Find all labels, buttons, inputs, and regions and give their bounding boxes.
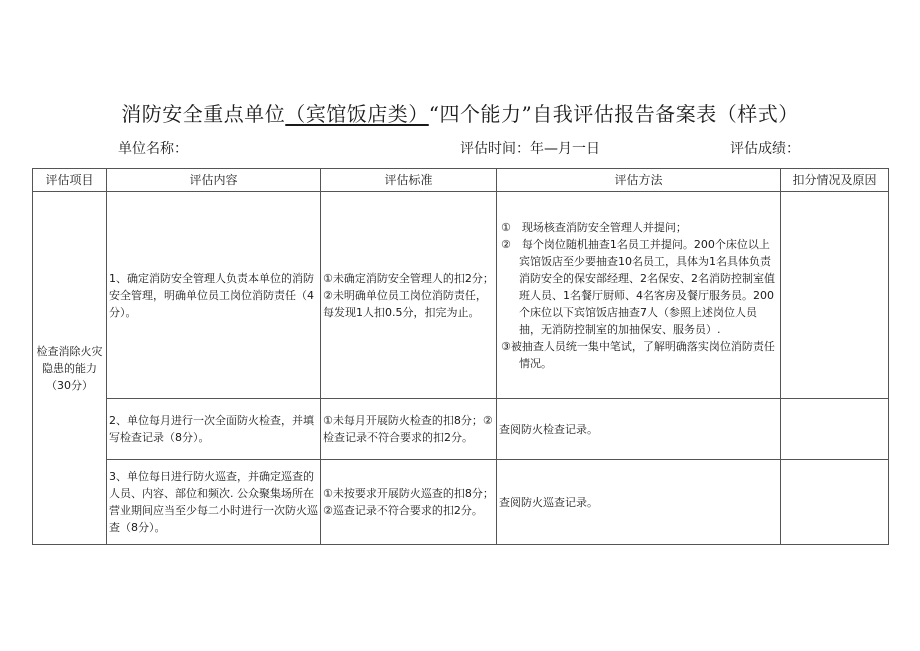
header-row <box>33 169 889 192</box>
assessment-table <box>32 168 889 545</box>
method-item: ③被抽查人员统一集中笔试，了解明确落实岗位消防责任情况。 <box>501 339 775 370</box>
title-category: （宾馆饭店类） <box>285 102 429 126</box>
method-cell <box>497 192 781 399</box>
header-content: 评估内容 <box>107 169 321 192</box>
standard-cell: ①未确定消防安全管理人的扣2分；②未明确单位员工岗位消防责任，每发现1人扣0.5分，扣完为止。 <box>321 192 497 399</box>
table-row <box>33 399 889 460</box>
content-cell: 1、确定消防安全管理人负责本单位的消防安全管理，明确单位员工岗位消防责任（4分）。 <box>107 192 321 399</box>
content-cell: 2、单位每月进行一次全面防火检查，并填写检查记录（8分）。 <box>107 399 321 460</box>
document-title <box>0 98 920 127</box>
eval-score-label: 评估成绩： <box>730 141 800 157</box>
method-item: ① 现场核查消防安全管理人并提问； <box>501 220 687 234</box>
standard-cell: ①未按要求开展防火巡查的扣8分；②巡查记录不符合要求的扣2分。 <box>321 460 497 545</box>
content-cell: 3、单位每日进行防火巡查，并确定巡查的人员、内容、部位和频次. 公众聚集场所在营业期间应当至少每二小时进行一次防火巡查（8分）。 <box>107 460 321 545</box>
method-cell: 查阅防火检查记录。 <box>497 399 781 460</box>
table-row <box>33 460 889 545</box>
deduction-cell[interactable] <box>781 192 889 399</box>
method-cell: 查阅防火巡查记录。 <box>497 460 781 545</box>
header-method: 评估方法 <box>497 169 781 192</box>
standard-cell: ①未每月开展防火检查的扣8分；②检查记录不符合要求的扣2分。 <box>321 399 497 460</box>
table-row <box>33 192 889 399</box>
deduction-cell[interactable] <box>781 399 889 460</box>
eval-time-label: 评估时间：年—月一日 <box>460 141 600 157</box>
header-project: 评估项目 <box>33 169 107 192</box>
method-item: ② 每个岗位随机抽查1名员工并提问。200个床位以上宾馆饭店至少要抽查10名员工，具体为1名具体负责消防安全的保安部经理、2名保安、2名消防控制室值班人员、1名餐厅厨师、4名客房及餐厅服务员。200个床位以下宾馆饭店抽查7人（参照上述岗位人员抽，无消防控制室的加抽保安、服务员）. <box>501 237 775 336</box>
header-standard: 评估标准 <box>321 169 497 192</box>
deduction-cell[interactable] <box>781 460 889 545</box>
title-suffix: “四个能力”自我评估报告备案表（样式） <box>428 102 799 126</box>
title-prefix: 消防安全重点单位 <box>121 102 286 126</box>
project-cell: 检查消除火灾隐患的能力（30分） <box>33 192 107 545</box>
unit-name-label: 单位名称： <box>118 141 188 157</box>
header-deduction: 扣分情况及原因 <box>781 169 889 192</box>
